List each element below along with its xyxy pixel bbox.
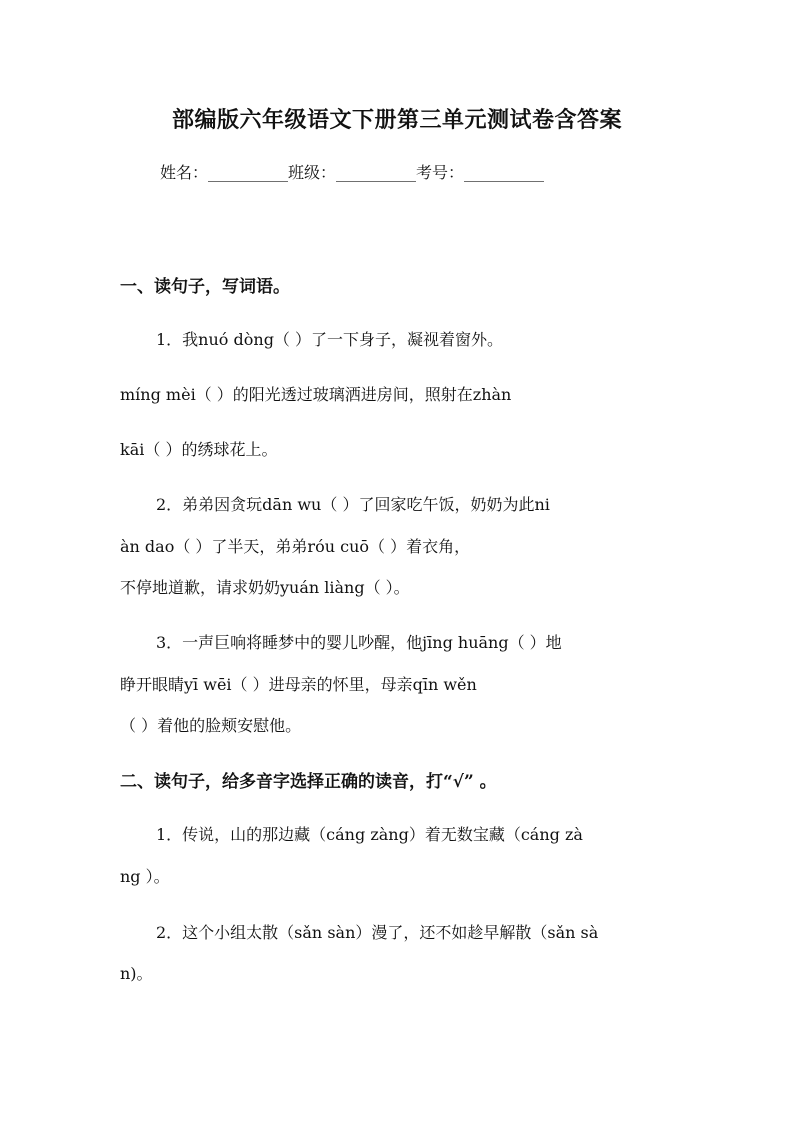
question-line: kāi（ ）的绣球花上。 bbox=[120, 440, 278, 459]
question-line: n)。 bbox=[120, 964, 153, 983]
section-heading-1: 一、读句子，写词语。 bbox=[120, 277, 290, 297]
question-line: 3．一声巨响将睡梦中的婴儿吵醒，他jīng huāng（ ）地 bbox=[156, 633, 562, 652]
question-line: 1．传说，山的那边藏（cáng zàng）着无数宝藏（cáng zà bbox=[156, 825, 583, 844]
question-line: 2．弟弟因贪玩dān wu（ ）了回家吃午饭，奶奶为此ni bbox=[156, 495, 550, 514]
question-line: 睁开眼睛yī wēi（ ）进母亲的怀里，母亲qīn wěn bbox=[120, 675, 477, 694]
question-line: ng ）。 bbox=[120, 867, 170, 886]
question-line: míng mèi（ ）的阳光透过玻璃洒进房间，照射在zhàn bbox=[120, 385, 512, 404]
question-line: àn dao（ ）了半天，弟弟róu cuō（ ）着衣角， bbox=[120, 537, 471, 556]
question-line: 1．我nuó dòng（ ）了一下身子，凝视着窗外。 bbox=[156, 330, 504, 349]
question-line: 不停地道歉，请求奶奶yuán liàng（ ）。 bbox=[120, 578, 410, 597]
document-title: 部编版六年级语文下册第三单元测试卷含答案 bbox=[171, 107, 622, 133]
question-line: （ ）着他的脸颊安慰他。 bbox=[120, 716, 302, 735]
student-info-line: 姓名：__________班级：__________考号：__________ bbox=[160, 163, 545, 182]
section-heading-2: 二、读句子，给多音字选择正确的读音，打“√” 。 bbox=[120, 772, 497, 792]
question-line: 2．这个小组太散（sǎn sàn）漫了，还不如趁早解散（sǎn sà bbox=[156, 923, 599, 942]
